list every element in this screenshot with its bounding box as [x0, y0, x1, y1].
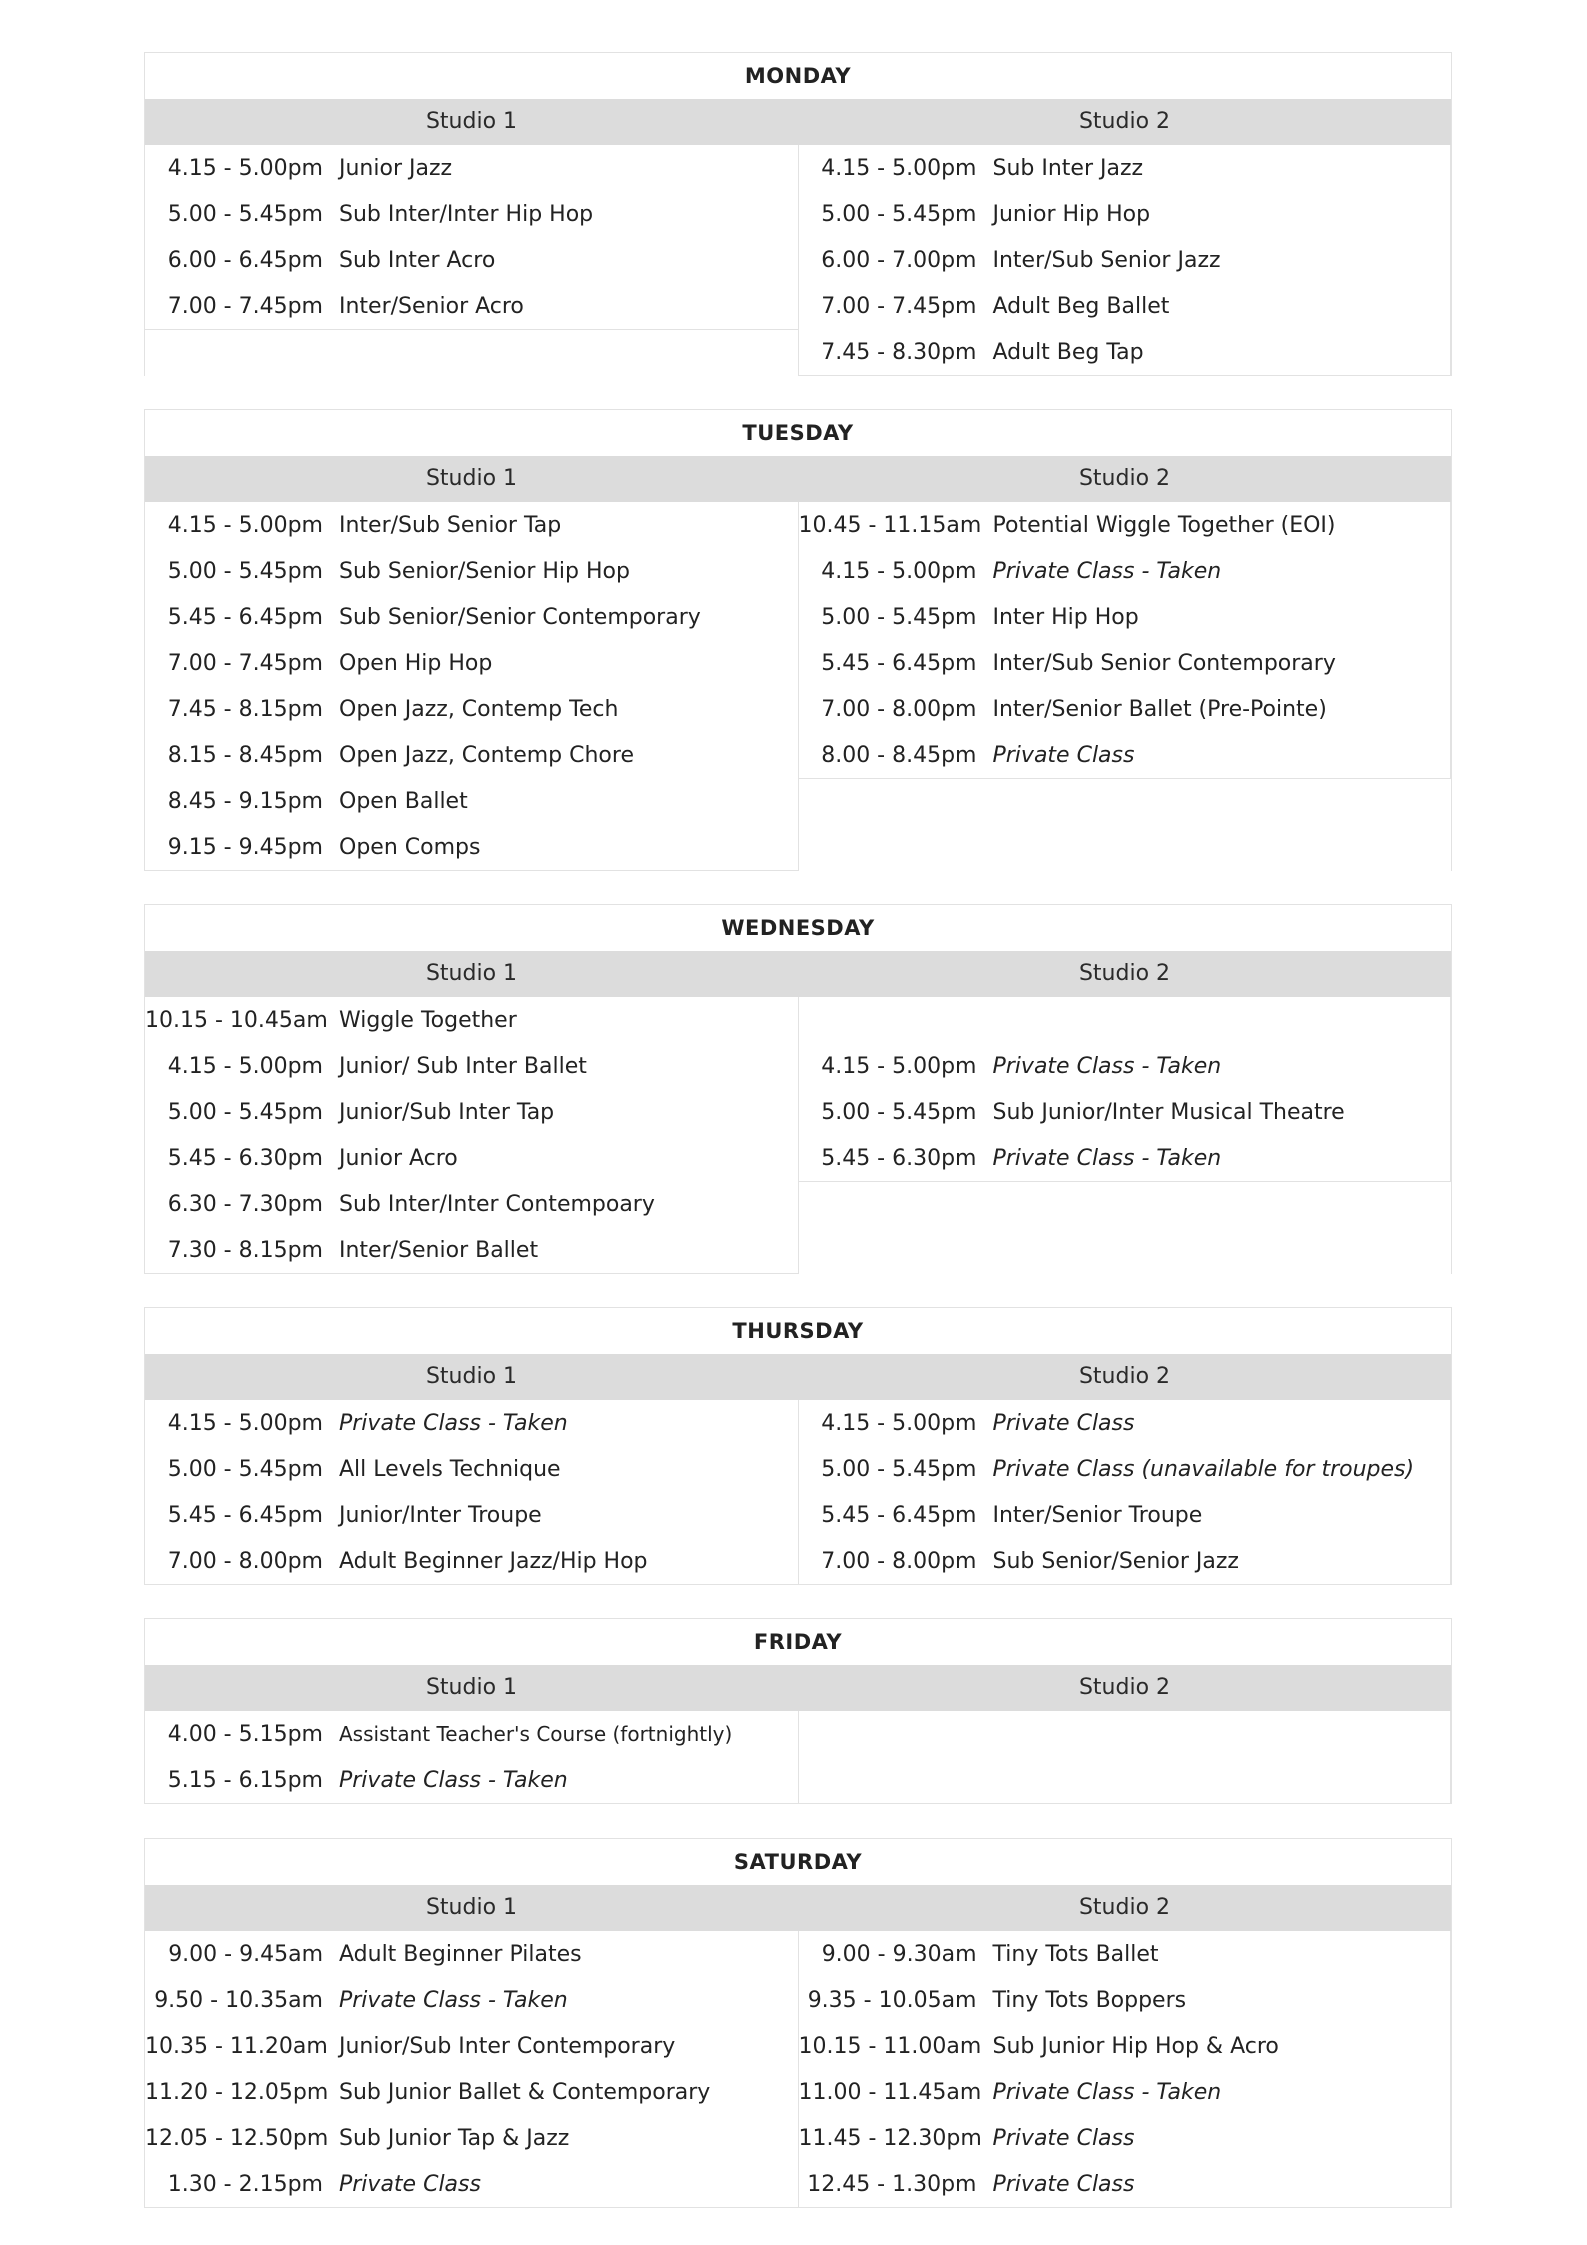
class-time: 11.20 - 12.05pm [145, 2079, 329, 2105]
class-time: 8.15 - 8.45pm [167, 742, 323, 768]
class-name: Assistant Teacher's Course (fortnightly) [339, 1722, 733, 1746]
day-title: MONDAY [145, 53, 1451, 99]
studio-2-header: Studio 2 [1078, 961, 1171, 986]
class-row [799, 2069, 1451, 2115]
day-title: TUESDAY [145, 410, 1451, 456]
studio2-column [798, 1931, 1452, 2208]
class-time: 5.15 - 6.15pm [167, 1767, 323, 1793]
class-name: Tiny Tots Boppers [992, 1987, 1187, 2013]
class-row [799, 640, 1451, 686]
class-name: Open Comps [339, 834, 481, 860]
day-title: THURSDAY [145, 1308, 1451, 1354]
class-row [799, 732, 1451, 778]
class-name: Tiny Tots Ballet [992, 1941, 1159, 1967]
class-time: 7.00 - 7.45pm [167, 650, 323, 676]
class-time: 5.45 - 6.45pm [167, 604, 323, 630]
studio-2-header: Studio 2 [1078, 1675, 1171, 1700]
class-time: 4.15 - 5.00pm [167, 512, 323, 538]
class-time: 5.45 - 6.45pm [821, 1502, 977, 1528]
studio1-column [145, 1400, 799, 1585]
class-row [799, 1400, 1451, 1446]
class-name: Sub Junior Tap & Jazz [339, 2125, 570, 2151]
studio-1-header: Studio 1 [425, 961, 518, 986]
class-row [799, 1043, 1451, 1089]
studio-1-header: Studio 1 [425, 1675, 518, 1700]
class-time: 10.15 - 11.00am [798, 2033, 982, 2059]
class-time: 8.45 - 9.15pm [167, 788, 323, 814]
class-row [145, 548, 798, 594]
class-name: All Levels Technique [339, 1456, 561, 1482]
class-time: 9.35 - 10.05am [807, 1987, 977, 2013]
class-time: 8.00 - 8.45pm [821, 742, 977, 768]
studio-columns [145, 1711, 1451, 1804]
class-row [145, 2023, 798, 2069]
studio1-column [145, 145, 799, 330]
class-row [145, 1089, 798, 1135]
studio2-column [798, 1400, 1452, 1585]
class-name: Junior Acro [339, 1145, 458, 1171]
day-block-monday [144, 52, 1452, 376]
class-name: Inter/Senior Ballet (Pre-Pointe) [992, 696, 1327, 722]
class-row [799, 2115, 1451, 2161]
studio2-column [798, 1711, 1452, 1804]
class-time: 11.00 - 11.45am [798, 2079, 982, 2105]
class-row [145, 732, 798, 778]
class-row [799, 283, 1451, 329]
class-time: 4.15 - 5.00pm [167, 155, 323, 181]
class-name: Private Class - Taken [992, 1145, 1222, 1171]
class-name: Wiggle Together [339, 1007, 517, 1033]
class-row [799, 2023, 1451, 2069]
class-row [799, 2161, 1451, 2207]
class-name: Open Jazz, Contemp Tech [339, 696, 619, 722]
class-name: Private Class [339, 2171, 481, 2197]
class-name: Open Ballet [339, 788, 468, 814]
class-time: 4.15 - 5.00pm [167, 1053, 323, 1079]
class-time: 6.00 - 7.00pm [821, 247, 977, 273]
class-time: 9.00 - 9.30am [821, 1941, 977, 1967]
class-row [799, 997, 1451, 1043]
class-time: 5.45 - 6.30pm [821, 1145, 977, 1171]
class-row [145, 1043, 798, 1089]
studio-2-header: Studio 2 [1078, 109, 1171, 134]
studio-header-row [145, 1665, 1451, 1711]
class-time: 11.45 - 12.30pm [798, 2125, 982, 2151]
day-block-wednesday [144, 904, 1452, 1274]
class-time: 5.00 - 5.45pm [167, 201, 323, 227]
class-name: Adult Beginner Pilates [339, 1941, 582, 1967]
studio-2-header: Studio 2 [1078, 466, 1171, 491]
class-row [799, 145, 1451, 191]
class-row [145, 686, 798, 732]
class-time: 5.00 - 5.45pm [821, 604, 977, 630]
class-time: 7.45 - 8.15pm [167, 696, 323, 722]
class-time: 10.15 - 10.45am [145, 1007, 328, 1033]
class-name: Private Class [992, 2125, 1135, 2151]
class-name: Private Class - Taken [339, 1410, 568, 1436]
studio-columns [145, 145, 1451, 376]
class-row [799, 329, 1451, 375]
class-name: Junior Jazz [339, 155, 453, 181]
class-name: Junior/Sub Inter Contemporary [339, 2033, 676, 2059]
day-title: FRIDAY [145, 1619, 1451, 1665]
studio-header-row [145, 456, 1451, 502]
class-name: Inter/Sub Senior Jazz [992, 247, 1221, 273]
class-name: Private Class [992, 1410, 1135, 1436]
class-name: Open Hip Hop [339, 650, 493, 676]
class-name: Sub Inter Jazz [992, 155, 1144, 181]
class-time: 1.30 - 2.15pm [167, 2171, 323, 2197]
class-name: Sub Senior/Senior Contemporary [339, 604, 701, 630]
class-name: Private Class - Taken [339, 1987, 568, 2013]
class-name: Junior/Inter Troupe [339, 1502, 542, 1528]
class-name: Open Jazz, Contemp Chore [339, 742, 634, 768]
class-time: 4.15 - 5.00pm [821, 1410, 977, 1436]
class-time: 5.45 - 6.45pm [167, 1502, 323, 1528]
class-time: 9.50 - 10.35am [154, 1987, 323, 2013]
class-row [145, 1135, 798, 1181]
class-row [799, 548, 1451, 594]
class-time: 9.15 - 9.45pm [167, 834, 323, 860]
class-name: Junior/ Sub Inter Ballet [339, 1053, 587, 1079]
class-time: 12.05 - 12.50pm [145, 2125, 329, 2151]
class-name: Inter/Sub Senior Contemporary [992, 650, 1336, 676]
class-row [145, 1400, 798, 1446]
class-row [799, 686, 1451, 732]
class-row [145, 1757, 798, 1803]
class-row [799, 1089, 1451, 1135]
class-time: 9.00 - 9.45am [168, 1941, 323, 1967]
class-name: Sub Inter/Inter Contempoary [339, 1191, 655, 1217]
class-name: Adult Beginner Jazz/Hip Hop [339, 1548, 648, 1574]
studio-header-row [145, 1885, 1451, 1931]
studio2-column [798, 145, 1452, 376]
class-row [145, 191, 798, 237]
class-name: Sub Inter Acro [339, 247, 496, 273]
class-row [799, 191, 1451, 237]
day-block-thursday [144, 1307, 1452, 1585]
day-block-saturday [144, 1838, 1452, 2208]
class-name: Inter/Sub Senior Tap [339, 512, 562, 538]
class-name: Private Class - Taken [992, 1053, 1222, 1079]
class-time: 7.00 - 8.00pm [167, 1548, 323, 1574]
class-name: Sub Junior Ballet & Contemporary [339, 2079, 711, 2105]
class-row [145, 1711, 798, 1757]
class-time: 10.45 - 11.15am [798, 512, 982, 538]
studio-columns [145, 502, 1451, 871]
class-row [145, 2161, 798, 2207]
class-name: Sub Senior/Senior Jazz [992, 1548, 1239, 1574]
class-row [799, 1931, 1451, 1977]
class-row [799, 1711, 1451, 1757]
studio1-column [145, 997, 799, 1274]
class-name: Private Class [992, 742, 1135, 768]
day-title: SATURDAY [145, 1839, 1451, 1885]
class-time: 4.15 - 5.00pm [821, 1053, 977, 1079]
class-time: 7.00 - 8.00pm [821, 696, 977, 722]
class-row [799, 1757, 1451, 1803]
class-name: Inter/Senior Ballet [339, 1237, 539, 1263]
class-row [799, 594, 1451, 640]
class-time: 6.30 - 7.30pm [167, 1191, 323, 1217]
class-row [145, 1181, 798, 1227]
class-name: Private Class - Taken [339, 1767, 568, 1793]
day-title: WEDNESDAY [145, 905, 1451, 951]
studio-columns [145, 1931, 1451, 2208]
studio-1-header: Studio 1 [425, 466, 518, 491]
class-time: 5.00 - 5.45pm [821, 201, 977, 227]
class-time: 12.45 - 1.30pm [807, 2171, 977, 2197]
class-row [799, 502, 1451, 548]
class-name: Private Class [992, 2171, 1135, 2197]
class-row [145, 594, 798, 640]
class-name: Private Class - Taken [992, 2079, 1222, 2105]
class-time: 5.45 - 6.45pm [821, 650, 977, 676]
class-name: Adult Beg Tap [992, 339, 1144, 365]
class-time: 7.30 - 8.15pm [167, 1237, 323, 1263]
class-row [799, 1446, 1451, 1492]
studio-header-row [145, 951, 1451, 997]
studio-1-header: Studio 1 [425, 1364, 518, 1389]
class-row [799, 1538, 1451, 1584]
class-name: Inter/Senior Acro [339, 293, 524, 319]
class-time: 10.35 - 11.20am [145, 2033, 328, 2059]
class-row [145, 778, 798, 824]
day-block-friday [144, 1618, 1452, 1804]
class-name: Inter/Senior Troupe [992, 1502, 1203, 1528]
class-name: Inter Hip Hop [992, 604, 1139, 630]
class-row [145, 1931, 798, 1977]
class-name: Sub Junior/Inter Musical Theatre [992, 1099, 1345, 1125]
studio-header-row [145, 99, 1451, 145]
class-row [145, 1977, 798, 2023]
class-time: 4.00 - 5.15pm [167, 1721, 323, 1747]
class-time: 4.15 - 5.00pm [821, 155, 977, 181]
class-row [145, 1446, 798, 1492]
class-time: 5.00 - 5.45pm [167, 1456, 323, 1482]
class-name: Junior Hip Hop [992, 201, 1151, 227]
class-row [799, 1492, 1451, 1538]
studio-2-header: Studio 2 [1078, 1895, 1171, 1920]
class-name: Sub Junior Hip Hop & Acro [992, 2033, 1279, 2059]
class-time: 7.00 - 7.45pm [821, 293, 977, 319]
studio1-column [145, 502, 799, 871]
studio2-column [798, 502, 1452, 779]
class-time: 6.00 - 6.45pm [167, 247, 323, 273]
class-row [145, 824, 798, 870]
class-row [145, 1492, 798, 1538]
studio-header-row [145, 1354, 1451, 1400]
class-time: 7.45 - 8.30pm [821, 339, 977, 365]
class-time: 5.00 - 5.45pm [167, 558, 323, 584]
class-name: Junior/Sub Inter Tap [339, 1099, 555, 1125]
class-row [145, 145, 798, 191]
class-row [145, 1227, 798, 1273]
class-row [145, 640, 798, 686]
class-row [799, 1135, 1451, 1181]
studio-columns [145, 997, 1451, 1274]
class-row [145, 997, 798, 1043]
class-time: 4.15 - 5.00pm [821, 558, 977, 584]
class-row [145, 502, 798, 548]
day-block-tuesday [144, 409, 1452, 871]
class-row [799, 237, 1451, 283]
class-time: 5.00 - 5.45pm [167, 1099, 323, 1125]
studio2-column [798, 997, 1452, 1182]
studio-1-header: Studio 1 [425, 109, 518, 134]
class-name: Private Class - Taken [992, 558, 1222, 584]
class-time: 5.45 - 6.30pm [167, 1145, 323, 1171]
class-time: 5.00 - 5.45pm [821, 1456, 977, 1482]
class-time: 7.00 - 8.00pm [821, 1548, 977, 1574]
class-name: Potential Wiggle Together (EOI) [992, 512, 1336, 538]
studio-columns [145, 1400, 1451, 1585]
studio1-column [145, 1711, 799, 1804]
class-name: Adult Beg Ballet [992, 293, 1170, 319]
class-row [145, 237, 798, 283]
class-row [145, 1538, 798, 1584]
studio1-column [145, 1931, 799, 2208]
class-time: 4.15 - 5.00pm [167, 1410, 323, 1436]
class-name: Sub Inter/Inter Hip Hop [339, 201, 594, 227]
class-time: 5.00 - 5.45pm [821, 1099, 977, 1125]
class-row [145, 2115, 798, 2161]
class-row [145, 283, 798, 329]
studio-1-header: Studio 1 [425, 1895, 518, 1920]
class-row [145, 2069, 798, 2115]
class-row [799, 1977, 1451, 2023]
class-time: 7.00 - 7.45pm [167, 293, 323, 319]
class-name: Private Class (unavailable for troupes) [992, 1456, 1415, 1482]
studio-2-header: Studio 2 [1078, 1364, 1171, 1389]
class-name: Sub Senior/Senior Hip Hop [339, 558, 630, 584]
